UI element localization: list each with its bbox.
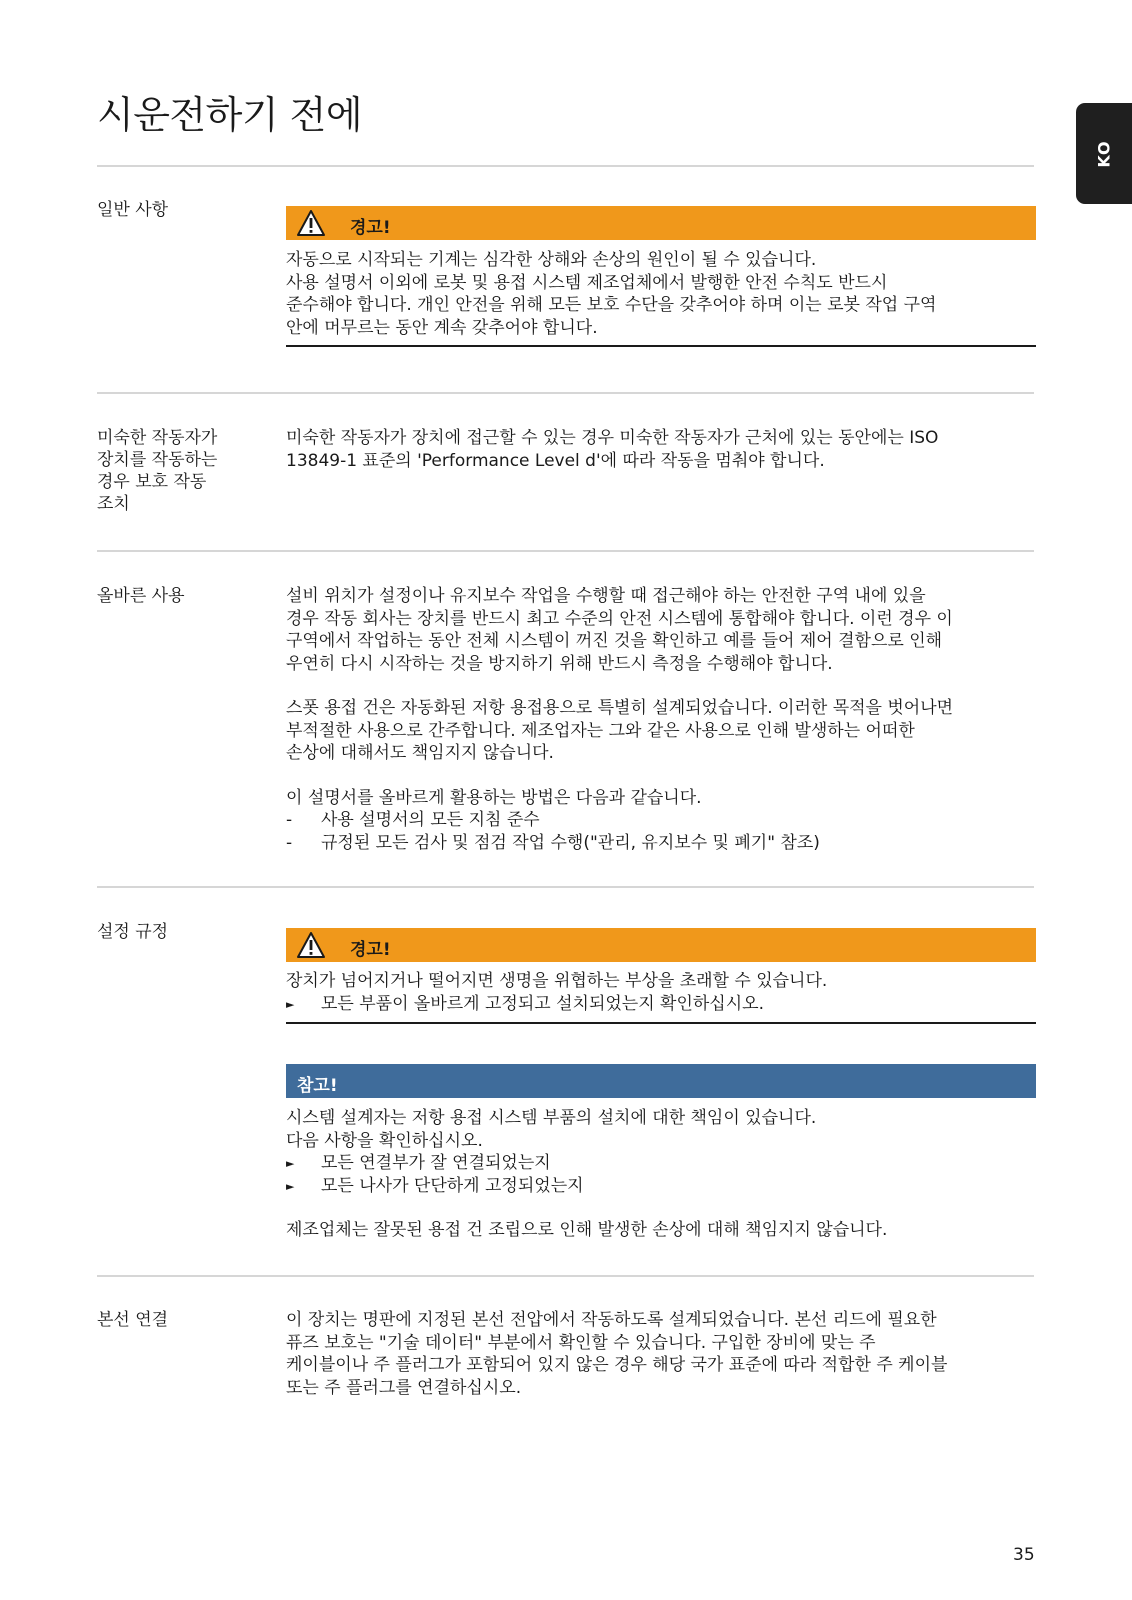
text-line: 퓨즈 보호는 "기술 데이터" 부분에서 확인할 수 있습니다. 구입한 장비에 맞는 주: [286, 1332, 876, 1353]
text-line: 사용 설명서 이외에 로봇 및 용접 시스템 제조업체에서 발행한 안전 수칙도 반드시: [286, 272, 888, 293]
section-divider: [97, 886, 1034, 888]
label-line: 장치를 작동하는: [97, 450, 218, 470]
text-line: 준수해야 합니다. 개인 안전을 위해 모든 보호 수단을 갖추어야 하며 이는 로봇 작업 구역: [286, 295, 937, 315]
text-line: 손상에 대해서도 책임지지 않습니다.: [286, 743, 554, 763]
text-line: 스폿 용접 건은 자동화된 저항 용접용으로 특별히 설계되었습니다. 이러한 목적을 벗어나면: [286, 698, 954, 718]
note-title: 참고!: [297, 1076, 338, 1096]
list-item-text: 사용 설명서의 모든 지침 준수: [321, 810, 540, 830]
warning-text-general: [286, 249, 1036, 339]
list-item-text: 모든 나사가 단단하게 고정되었는지: [321, 1175, 584, 1196]
list-item-text: 모든 부품이 올바르게 고정되고 설치되었는지 확인하십시오.: [321, 993, 764, 1014]
text-line: 우연히 다시 시작하는 것을 방지하기 위해 반드시 측정을 수행해야 합니다.: [286, 653, 833, 674]
warning-triangle-icon: [296, 931, 326, 959]
protection-text: [286, 427, 1036, 472]
list-item: [286, 1152, 1036, 1175]
section-label-protection: [97, 427, 267, 515]
text-line: 자동으로 시작되는 기계는 심각한 상해와 손상의 원인이 될 수 있습니다.: [286, 250, 817, 270]
page-title: 시운전하기 전에: [97, 93, 363, 137]
list-item-text: 규정된 모든 검사 및 점검 작업 수행("관리, 유지보수 및 폐기" 참조): [321, 832, 820, 853]
warning-header: [286, 206, 1036, 240]
section-divider: [97, 550, 1034, 552]
text-line: 이 설명서를 올바르게 활용하는 방법은 다음과 같습니다.: [286, 787, 702, 808]
list-item: [286, 993, 1036, 1016]
text-line: 미숙한 작동자가 장치에 접근할 수 있는 경우 미숙한 작동자가 근처에 있는 동안에는 ISO: [286, 428, 939, 448]
warning-title: 경고!: [350, 940, 391, 960]
warning-triangle-icon: [296, 209, 326, 237]
section-label-setup: 설정 규정: [97, 922, 169, 942]
text-line: 제조업체는 잘못된 용접 건 조립으로 인해 발생한 손상에 대해 책임지지 않습니다.: [286, 1220, 888, 1240]
text-line: 안에 머무르는 동안 계속 갖추어야 합니다.: [286, 317, 598, 338]
list-item: [286, 832, 1036, 855]
arrow-bullet-icon: ►: [286, 1157, 295, 1170]
list-item: [286, 1175, 1036, 1198]
warning-box-bottom-rule: [286, 345, 1036, 347]
label-line: 조치: [97, 494, 130, 514]
text-line: 13849-1 표준의 'Performance Level d'에 따라 작동을 멈춰야 합니다.: [286, 450, 825, 471]
warning-title: 경고!: [350, 218, 391, 238]
warning-box-bottom-rule: [286, 1022, 1036, 1024]
section-label-mains: 본선 연결: [97, 1310, 169, 1330]
text-line: 부적절한 사용으로 간주합니다. 제조업자는 그와 같은 사용으로 인해 발생하는 어떠한: [286, 720, 915, 741]
label-line: 경우 보호 작동: [97, 472, 207, 492]
arrow-bullet-icon: ►: [286, 1179, 295, 1193]
section-divider: [97, 392, 1034, 394]
dash-marker: -: [286, 832, 293, 853]
section-label-general: 일반 사항: [97, 200, 169, 220]
section-divider: [97, 165, 1034, 167]
text-line: 또는 주 플러그를 연결하십시오.: [286, 1377, 522, 1398]
proper-use-text: [286, 585, 1036, 854]
page-number: 35: [1013, 1545, 1035, 1565]
list-item-text: 모든 연결부가 잘 연결되었는지: [321, 1153, 551, 1173]
dash-marker: -: [286, 810, 293, 830]
text-line: 이 장치는 명판에 지정된 본선 전압에서 작동하도록 설계되었습니다. 본선 리드에 필요한: [286, 1310, 937, 1330]
section-label-proper-use: 올바른 사용: [97, 586, 185, 606]
text-line: 다음 사항을 확인하십시오.: [286, 1130, 483, 1151]
text-line: 구역에서 작업하는 동안 전체 시스템이 꺼진 것을 확인하고 예를 들어 제어 결함으로 인해: [286, 631, 943, 651]
mains-text: [286, 1309, 1036, 1399]
language-tab-label: KO: [1094, 139, 1114, 168]
text-line: 케이블이나 주 플러그가 포함되어 있지 않은 경우 해당 국가 표준에 따라 적합한 주 케이블: [286, 1355, 948, 1375]
text-line: 설비 위치가 설정이나 유지보수 작업을 수행할 때 접근해야 하는 안전한 구역 내에 있을: [286, 586, 926, 606]
text-line: 경우 작동 회사는 장치를 반드시 최고 수준의 안전 시스템에 통합해야 합니다. 이런 경우 이: [286, 608, 953, 629]
text-line: 시스템 설계자는 저항 용접 시스템 부품의 설치에 대한 책임이 있습니다.: [286, 1108, 817, 1128]
note-text: [286, 1107, 1036, 1242]
language-tab: [1076, 103, 1132, 204]
list-item: [286, 809, 1036, 832]
label-line: 미숙한 작동자가: [97, 428, 218, 448]
warning-header: [286, 928, 1036, 962]
text-line: 장치가 넘어지거나 떨어지면 생명을 위협하는 부상을 초래할 수 있습니다.: [286, 971, 828, 991]
note-header: [286, 1064, 1036, 1098]
warning-text-setup: [286, 970, 1036, 1015]
section-divider: [97, 1275, 1034, 1277]
arrow-bullet-icon: ►: [286, 997, 295, 1011]
